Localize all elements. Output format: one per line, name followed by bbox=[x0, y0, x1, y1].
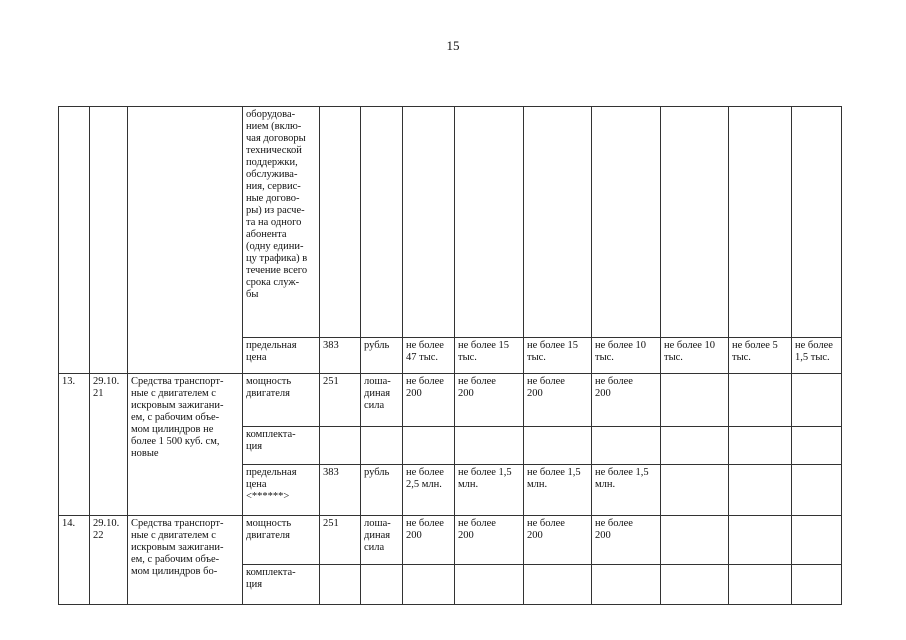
cell-empty bbox=[361, 565, 403, 605]
cell-unit: рубль bbox=[361, 465, 403, 516]
cell-empty bbox=[524, 427, 592, 465]
cell-unit-code: 383 bbox=[320, 338, 361, 374]
table-row bbox=[59, 107, 842, 338]
cell-value: не более 1,5 тыс. bbox=[792, 338, 842, 374]
cell-empty bbox=[792, 565, 842, 605]
cell-label: комплекта- ция bbox=[243, 427, 320, 465]
cell-unit-code: 383 bbox=[320, 465, 361, 516]
cell-empty bbox=[792, 465, 842, 516]
table-row bbox=[59, 374, 842, 427]
cell-value: не более 2,5 млн. bbox=[403, 465, 455, 516]
cell-empty bbox=[729, 465, 792, 516]
cell-value: не более 15 тыс. bbox=[524, 338, 592, 374]
cell-empty bbox=[792, 374, 842, 427]
cell-empty bbox=[403, 107, 455, 338]
cell-num bbox=[59, 107, 90, 374]
cell-empty bbox=[524, 565, 592, 605]
cell-code: 29.10. 21 bbox=[90, 374, 128, 516]
cell-empty bbox=[729, 427, 792, 465]
cell-empty bbox=[524, 107, 592, 338]
cell-empty bbox=[661, 374, 729, 427]
cell-empty bbox=[361, 107, 403, 338]
cell-value: не более 200 bbox=[403, 516, 455, 565]
cell-empty bbox=[792, 516, 842, 565]
page-number: 15 bbox=[446, 38, 460, 53]
cell-empty bbox=[403, 427, 455, 465]
cell-empty bbox=[455, 427, 524, 465]
cell-empty bbox=[729, 374, 792, 427]
cell-value: не более 1,5 млн. bbox=[524, 465, 592, 516]
cell-value: не более 47 тыс. bbox=[403, 338, 455, 374]
cell-name: Средства транспорт- ные с двигателем с искровым зажигани- ем, с рабочим объе- мом цилиндров не более 1 500 куб. см, новые bbox=[128, 374, 243, 516]
cell-empty bbox=[361, 427, 403, 465]
cell-label: мощность двигателя bbox=[243, 374, 320, 427]
cell-empty bbox=[320, 107, 361, 338]
cell-empty bbox=[661, 516, 729, 565]
cell-value: не более 200 bbox=[524, 374, 592, 427]
cell-empty bbox=[729, 565, 792, 605]
cell-label: предельная цена <******> bbox=[243, 465, 320, 516]
cell-value: не более 10 тыс. bbox=[661, 338, 729, 374]
cell-empty bbox=[792, 107, 842, 338]
table-row bbox=[59, 516, 842, 565]
cell-value: не более 10 тыс. bbox=[592, 338, 661, 374]
cell-value: не более 200 bbox=[455, 516, 524, 565]
cell-value: не более 5 тыс. bbox=[729, 338, 792, 374]
cell-num: 13. bbox=[59, 374, 90, 516]
cell-value: не более 200 bbox=[524, 516, 592, 565]
cell-unit-code: 251 bbox=[320, 374, 361, 427]
cell-value: не более 200 bbox=[592, 374, 661, 427]
cell-characteristic: оборудова- нием (вклю- чая договоры технической поддержки, обслужива- ния, сервис- ные догово- ры) из расче- та на одного абонента (одну едини- цу трафика) в течение всего срока служ- бы bbox=[243, 107, 320, 338]
cell-empty bbox=[320, 565, 361, 605]
cell-empty bbox=[729, 516, 792, 565]
cell-name: Средства транспорт- ные с двигателем с искровым зажигани- ем, с рабочим объе- мом цилиндров бо- bbox=[128, 516, 243, 605]
cell-unit: лоша- диная сила bbox=[361, 374, 403, 427]
cell-empty bbox=[661, 107, 729, 338]
cell-empty bbox=[661, 465, 729, 516]
cell-empty bbox=[592, 427, 661, 465]
cell-unit: лоша- диная сила bbox=[361, 516, 403, 565]
cell-label: комплекта- ция bbox=[243, 565, 320, 605]
cell-empty bbox=[455, 565, 524, 605]
cell-value: не более 200 bbox=[592, 516, 661, 565]
cell-empty bbox=[592, 107, 661, 338]
cell-value: не более 1,5 млн. bbox=[592, 465, 661, 516]
cell-empty bbox=[455, 107, 524, 338]
cell-empty bbox=[320, 427, 361, 465]
cell-value: не более 200 bbox=[403, 374, 455, 427]
cell-empty bbox=[592, 565, 661, 605]
cell-unit-code: 251 bbox=[320, 516, 361, 565]
cell-name bbox=[128, 107, 243, 374]
cell-code bbox=[90, 107, 128, 374]
cell-empty bbox=[792, 427, 842, 465]
cell-label: мощность двигателя bbox=[243, 516, 320, 565]
cell-empty bbox=[661, 427, 729, 465]
cell-value: не более 1,5 млн. bbox=[455, 465, 524, 516]
cell-empty bbox=[403, 565, 455, 605]
cell-empty bbox=[729, 107, 792, 338]
cell-value: не более 15 тыс. bbox=[455, 338, 524, 374]
cell-unit: рубль bbox=[361, 338, 403, 374]
cell-empty bbox=[661, 565, 729, 605]
cell-value: не более 200 bbox=[455, 374, 524, 427]
cell-label: предельная цена bbox=[243, 338, 320, 374]
cell-code: 29.10. 22 bbox=[90, 516, 128, 605]
cell-num: 14. bbox=[59, 516, 90, 605]
requirements-table bbox=[58, 106, 842, 605]
